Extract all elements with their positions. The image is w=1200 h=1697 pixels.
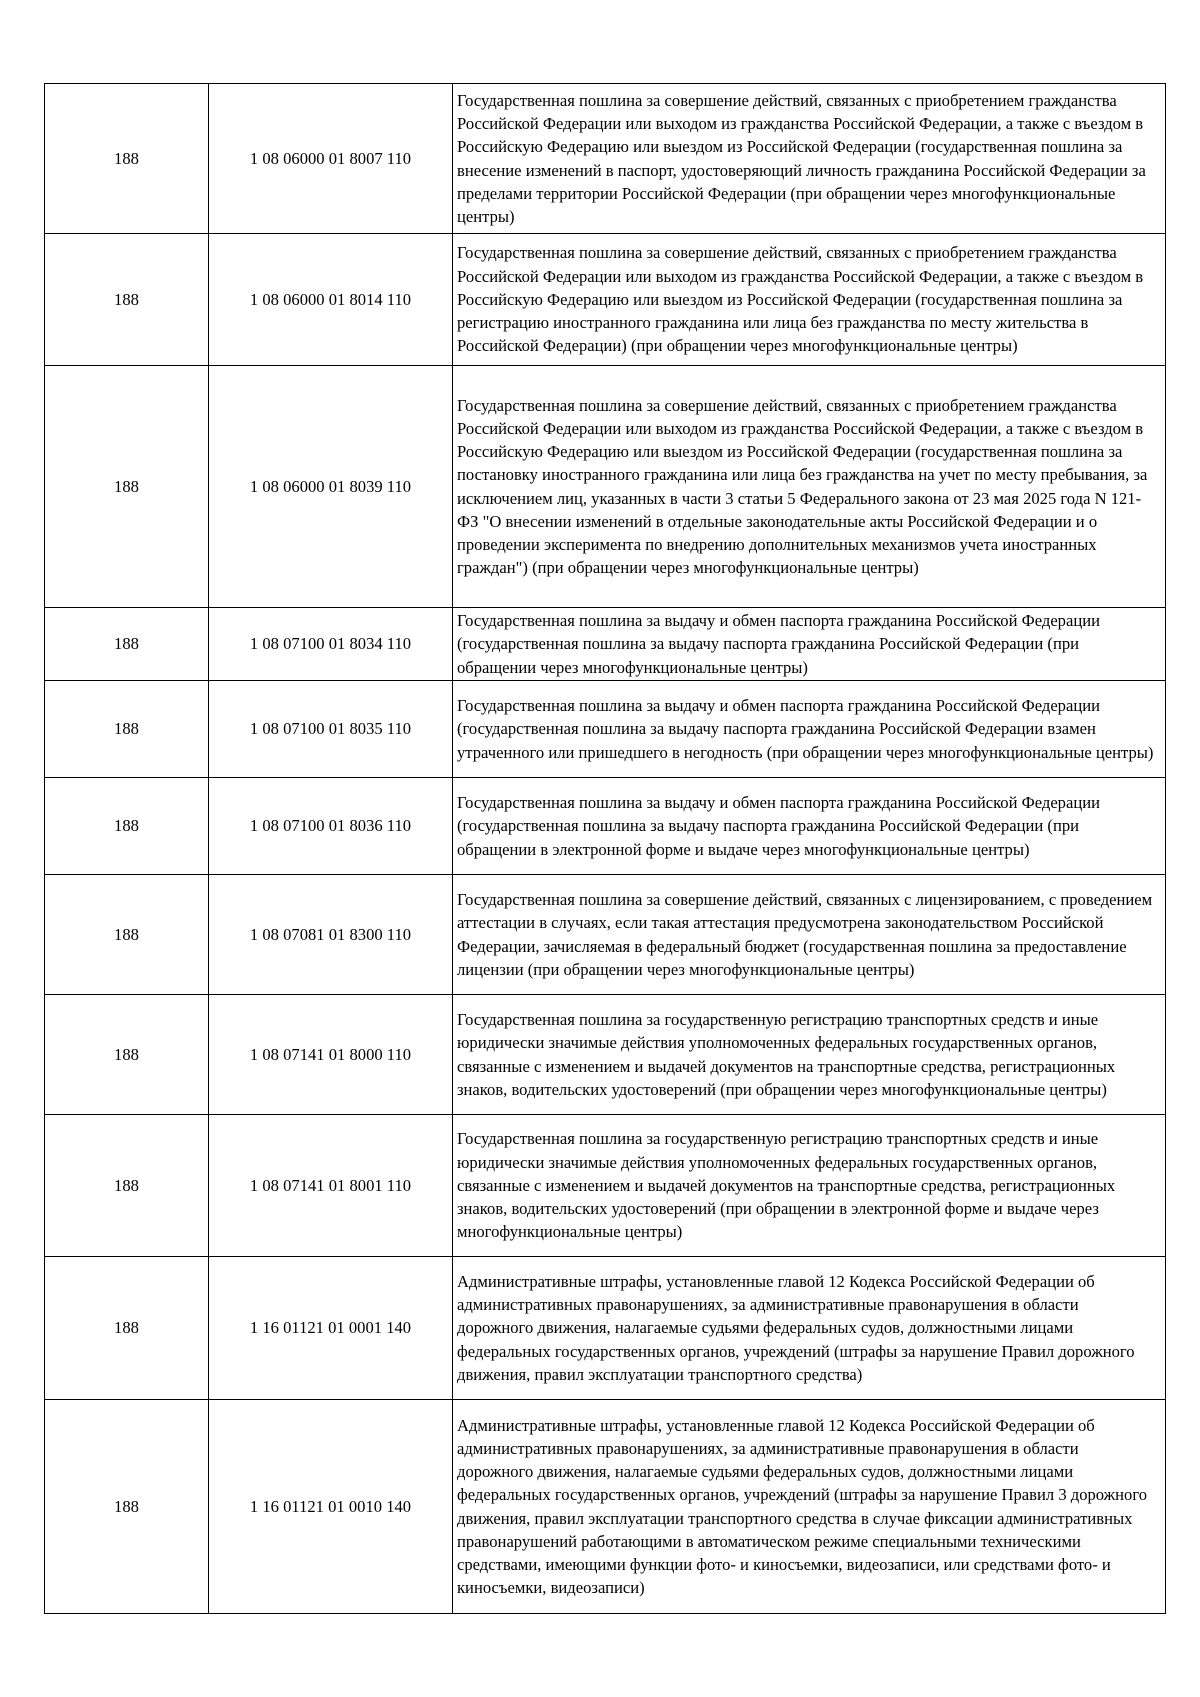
description-cell [453, 234, 1166, 366]
admin-code-cell: 188 [45, 84, 209, 234]
budget-code-cell: 1 08 07100 01 8036 110 [209, 778, 453, 875]
table-row [45, 366, 1166, 608]
description-text: Государственная пошлина за совершение действий, связанных с приобретением гражданства Российской Федерации или выходом из гражданства Российской Федерации, а также с въездом в Российскую Федерацию или выездом из Российской Федерации (государственная пошлина за внесение изменений в паспорт, удостоверяющий личность гражданина Российской Федерации за пределами территории Российской Федерации (при обращении через многофункциональные центры) [457, 90, 1146, 226]
description-cell [453, 1400, 1166, 1614]
table-row [45, 1115, 1166, 1257]
admin-code-cell: 188 [45, 681, 209, 778]
budget-code-cell: 1 08 07141 01 8001 110 [209, 1115, 453, 1257]
budget-code-cell: 1 16 01121 01 0010 140 [209, 1400, 453, 1614]
budget-code-cell: 1 08 07100 01 8035 110 [209, 681, 453, 778]
description-text: Государственная пошлина за выдачу и обмен паспорта гражданина Российской Федерации (государственная пошлина за выдачу паспорта гражданина Российской Федерации (при обращении через многофункциональные центры) [457, 611, 1100, 677]
description-text: Государственная пошлина за выдачу и обмен паспорта гражданина Российской Федерации (государственная пошлина за выдачу паспорта гражданина Российской Федерации взамен утраченного или пришедшего в негодность (при обращении через многофункциональные центры) [457, 696, 1154, 762]
description-cell [453, 778, 1166, 875]
description-cell [453, 84, 1166, 234]
table-row [45, 778, 1166, 875]
budget-code-cell: 1 08 07081 01 8300 110 [209, 875, 453, 995]
description-text: Государственная пошлина за государственную регистрацию транспортных средств и иные юридически значимые действия уполномоченных федеральных государственных органов, связанные с изменением и выдачей документов на транспортные средства, регистрационных знаков, водительских удостоверений (при обращении через многофункциональные центры) [457, 1010, 1116, 1099]
description-text: Государственная пошлина за совершение действий, связанных с приобретением гражданства Российской Федерации или выходом из гражданства Российской Федерации, а также с въездом в Российскую Федерацию или выездом из Российской Федерации (государственная пошлина за постановку иностранного гражданина или лица без гражданства на учет по месту пребывания, за исключением лиц, указанных в части 3 статьи 5 Федерального закона от 23 мая 2025 года N 121-ФЗ "О внесении изменений в отдельные законодательные акты Российской Федерации и о проведении эксперимента по внедрению дополнительных механизмов учета иностранных граждан") (при обращении через многофункциональные центры) [457, 395, 1148, 578]
budget-code-cell: 1 08 07141 01 8000 110 [209, 995, 453, 1115]
description-cell [453, 608, 1166, 681]
table-row [45, 84, 1166, 234]
table-row [45, 234, 1166, 366]
admin-code-cell: 188 [45, 875, 209, 995]
description-text: Государственная пошлина за государственную регистрацию транспортных средств и иные юридически значимые действия уполномоченных федеральных государственных органов, связанные с изменением и выдачей документов на транспортные средства, регистрационных знаков, водительских удостоверений (при обращении в электронной форме и выдаче через многофункциональные центры) [457, 1129, 1116, 1242]
budget-code-cell: 1 08 06000 01 8039 110 [209, 366, 453, 608]
admin-code-cell: 188 [45, 366, 209, 608]
budget-classification-table [44, 83, 1166, 1614]
admin-code-cell: 188 [45, 1257, 209, 1400]
budget-code-cell: 1 16 01121 01 0001 140 [209, 1257, 453, 1400]
description-text: Административные штрафы, установленные главой 12 Кодекса Российской Федерации об административных правонарушениях, за административные правонарушения в области дорожного движения, налагаемые судьями федеральных судов, должностными лицами федеральных государственных органов, учреждений (штрафы за нарушение Правил дорожного движения, правил эксплуатации транспортного средства) [457, 1271, 1135, 1384]
document-page [44, 83, 1152, 1614]
description-cell [453, 1115, 1166, 1257]
admin-code-cell: 188 [45, 778, 209, 875]
description-text: Административные штрафы, установленные главой 12 Кодекса Российской Федерации об административных правонарушениях, за административные правонарушения в области дорожного движения, налагаемые судьями федеральных судов, должностными лицами федеральных государственных органов, учреждений (штрафы за нарушение Правил 3 дорожного движения, правил эксплуатации транспортного средства в случае фиксации административных правонарушений работающими в автоматическом режиме специальными техническими средствами, имеющими функции фото- и киносъемки, видеозаписи, или средствами фото- и киносъемки, видеозаписи) [457, 1415, 1148, 1598]
table-row [45, 875, 1166, 995]
description-text: Государственная пошлина за выдачу и обмен паспорта гражданина Российской Федерации (государственная пошлина за выдачу паспорта гражданина Российской Федерации (при обращении в электронной форме и выдаче через многофункциональные центры) [457, 793, 1100, 859]
table-row [45, 681, 1166, 778]
admin-code-cell: 188 [45, 608, 209, 681]
description-text: Государственная пошлина за совершение действий, связанных с лицензированием, с проведением аттестации в случаях, если такая аттестация предусмотрена законодательством Российской Федерации, зачисляемая в федеральный бюджет (государственная пошлина за предоставление лицензии (при обращении через многофункциональные центры) [457, 890, 1153, 979]
budget-code-cell: 1 08 07100 01 8034 110 [209, 608, 453, 681]
description-cell [453, 366, 1166, 608]
table-row [45, 1400, 1166, 1614]
description-cell [453, 681, 1166, 778]
admin-code-cell: 188 [45, 1115, 209, 1257]
description-cell [453, 1257, 1166, 1400]
table-row [45, 608, 1166, 681]
admin-code-cell: 188 [45, 1400, 209, 1614]
budget-code-cell: 1 08 06000 01 8007 110 [209, 84, 453, 234]
table-row [45, 995, 1166, 1115]
description-text: Государственная пошлина за совершение действий, связанных с приобретением гражданства Российской Федерации или выходом из гражданства Российской Федерации, а также с въездом в Российскую Федерацию или выездом из Российской Федерации (государственная пошлина за регистрацию иностранного гражданина или лица без гражданства по месту жительства в Российской Федерации) (при обращении через многофункциональные центры) [457, 243, 1144, 356]
admin-code-cell: 188 [45, 234, 209, 366]
table-row [45, 1257, 1166, 1400]
description-cell [453, 995, 1166, 1115]
admin-code-cell: 188 [45, 995, 209, 1115]
description-cell [453, 875, 1166, 995]
budget-code-cell: 1 08 06000 01 8014 110 [209, 234, 453, 366]
